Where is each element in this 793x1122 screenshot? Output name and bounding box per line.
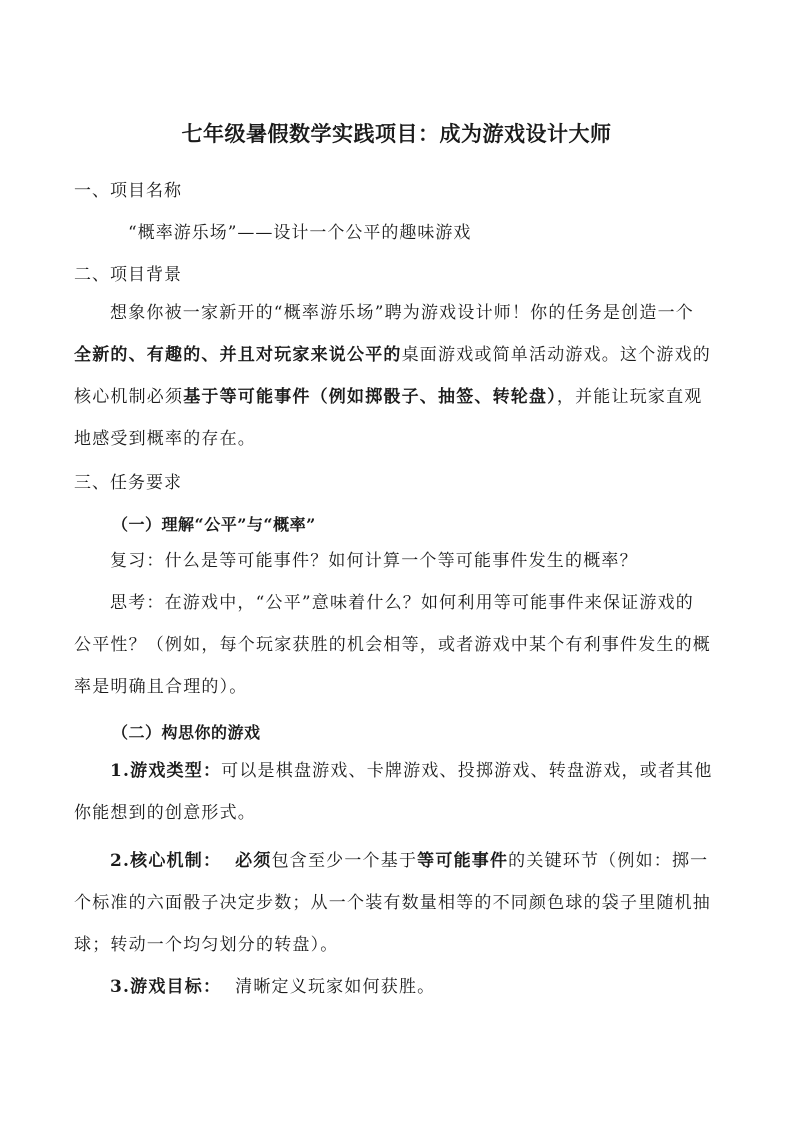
background-line-1: 想象你被一家新开的“概率游乐场”聘为游戏设计师！你的任务是创造一个 bbox=[110, 303, 694, 323]
item2-bold-equal-events: 等可能事件 bbox=[417, 851, 509, 871]
item2-must: 必须 bbox=[235, 851, 272, 871]
item2-mid: 包含至少一个基于 bbox=[271, 851, 418, 871]
item2-line-2: 个标准的六面骰子决定步数；从一个装有数量相等的不同颜色球的袋子里随机抽 bbox=[74, 893, 711, 913]
background-bold-fair: 全新的、有趣的、并且对玩家来说公平的 bbox=[74, 345, 402, 365]
background-line-4: 地感受到概率的存在。 bbox=[74, 429, 256, 449]
item3-label: 3.游戏目标： bbox=[110, 977, 222, 997]
think-line-2: 公平性？（例如，每个玩家获胜的机会相等，或者游戏中某个有利事件发生的概 bbox=[74, 635, 711, 655]
subsection2-body bbox=[74, 750, 722, 1008]
item1-line-1 bbox=[74, 750, 722, 792]
think-line-1: 思考：在游戏中，“公平”意味着什么？如何利用等可能事件来保证游戏的 bbox=[110, 593, 694, 613]
background-paragraph bbox=[74, 292, 722, 460]
subsection1-body bbox=[74, 540, 722, 708]
review-line: 复习：什么是等可能事件？如何计算一个等可能事件发生的概率？ bbox=[110, 551, 638, 571]
item1-text: 可以是棋盘游戏、卡牌游戏、投掷游戏、转盘游戏，或者其他 bbox=[221, 761, 713, 781]
background-line-3-pre: 核心机制必须 bbox=[74, 387, 184, 407]
background-bold-equal-events: 基于等可能事件（例如掷骰子、抽签、转轮盘） bbox=[183, 387, 557, 407]
section1-heading: 一、项目名称 bbox=[74, 181, 182, 201]
background-line-2 bbox=[74, 334, 722, 376]
background-line-3 bbox=[74, 376, 722, 418]
subsection2-heading: （二）构思你的游戏 bbox=[112, 723, 261, 742]
item3-line bbox=[74, 966, 722, 1008]
item2-label: 2.核心机制： bbox=[110, 851, 222, 871]
section2-heading: 二、项目背景 bbox=[74, 265, 182, 285]
background-line-3-rest: ，并能让玩家直观 bbox=[556, 387, 703, 407]
subsection1-heading: （一）理解“公平”与“概率” bbox=[112, 515, 316, 534]
item2-line-1 bbox=[74, 840, 722, 882]
think-line-3: 率是明确且合理的）。 bbox=[74, 677, 248, 697]
project-name: “概率游乐场”——设计一个公平的趣味游戏 bbox=[128, 223, 472, 243]
section3-heading: 三、任务要求 bbox=[74, 473, 182, 493]
item1-label: 1.游戏类型： bbox=[110, 761, 222, 781]
item2-line-3: 球；转动一个均匀划分的转盘）。 bbox=[74, 935, 339, 955]
item3-text: 清晰定义玩家如何获胜。 bbox=[235, 977, 436, 997]
item2-rest: 的关键环节（例如：掷一 bbox=[508, 851, 709, 871]
document-title: 七年级暑假数学实践项目：成为游戏设计大师 bbox=[181, 121, 612, 146]
item1-line-2: 你能想到的创意形式。 bbox=[74, 803, 256, 823]
background-line-2-rest: 桌面游戏或简单活动游戏。这个游戏的 bbox=[401, 345, 712, 365]
